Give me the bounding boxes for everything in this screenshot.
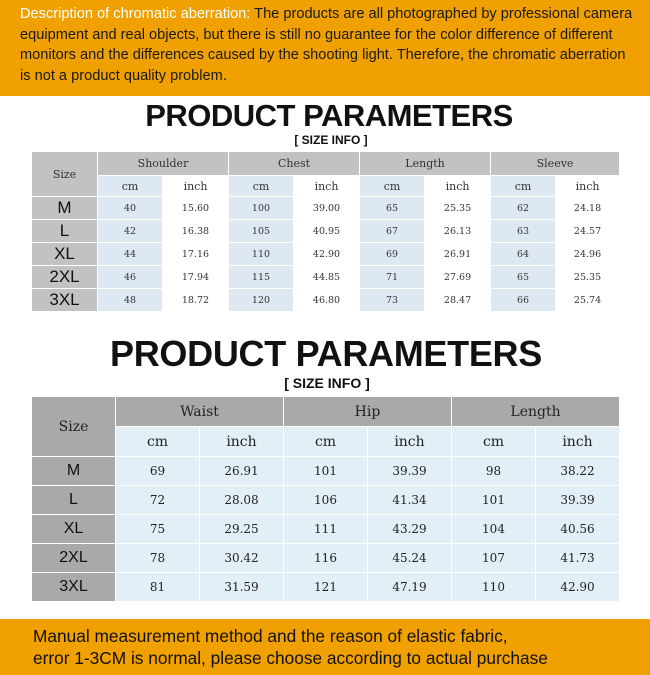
- sleeve-inch: 25.74: [556, 289, 620, 312]
- length-inch: 38.22: [536, 457, 620, 486]
- sleeve-cm: 63: [491, 220, 556, 243]
- size-header: Size: [32, 397, 116, 457]
- length-cm: 73: [360, 289, 425, 312]
- size-header: Size: [32, 152, 98, 197]
- group-header-waist: Waist: [116, 397, 284, 427]
- sleeve-cm: 64: [491, 243, 556, 266]
- length-inch: 26.91: [425, 243, 491, 266]
- length-inch: 27.69: [425, 266, 491, 289]
- table-row: [32, 457, 620, 486]
- unit-cm: cm: [491, 176, 556, 197]
- chest-cm: 115: [229, 266, 294, 289]
- table-row: [32, 544, 620, 573]
- hip-cm: 106: [284, 486, 368, 515]
- length-cm: 71: [360, 266, 425, 289]
- table2-subtitle: [ SIZE INFO ]: [284, 375, 370, 391]
- waist-inch: 28.08: [200, 486, 284, 515]
- unit-inch: inch: [368, 427, 452, 457]
- group-header-hip: Hip: [284, 397, 452, 427]
- measurement-notice-line1: Manual measurement method and the reason of elastic fabric,: [33, 626, 508, 646]
- table-row: [32, 289, 620, 312]
- table1-title: PRODUCT PARAMETERS: [145, 98, 513, 133]
- chest-inch: 46.80: [294, 289, 360, 312]
- table-row: [32, 573, 620, 602]
- unit-inch: inch: [294, 176, 360, 197]
- hip-inch: 45.24: [368, 544, 452, 573]
- size-label: XL: [32, 515, 116, 544]
- unit-inch: inch: [536, 427, 620, 457]
- table1-subtitle: [ SIZE INFO ]: [294, 133, 368, 147]
- chest-inch: 40.95: [294, 220, 360, 243]
- hip-inch: 39.39: [368, 457, 452, 486]
- waist-inch: 26.91: [200, 457, 284, 486]
- measurement-notice-line2: error 1-3CM is normal, please choose according to actual purchase: [33, 647, 548, 668]
- shoulder-cm: 46: [98, 266, 163, 289]
- chest-cm: 105: [229, 220, 294, 243]
- notice-body: The products are all photographed by professional camera equipment and real objects, but there is still no guarantee for the color difference of different monitors and the differences caused by the shooting light. Therefore, the chromatic aberration is not a product quality problem.: [20, 6, 633, 84]
- table-row: [32, 220, 620, 243]
- top-size-table: [31, 151, 620, 312]
- unit-cm: cm: [229, 176, 294, 197]
- chest-inch: 39.00: [294, 197, 360, 220]
- group-header-shoulder: Shoulder: [98, 152, 229, 176]
- waist-inch: 30.42: [200, 544, 284, 573]
- sleeve-inch: 24.57: [556, 220, 620, 243]
- length-cm: 69: [360, 243, 425, 266]
- shoulder-inch: 17.16: [163, 243, 229, 266]
- size-label: 2XL: [32, 266, 98, 289]
- sleeve-cm: 62: [491, 197, 556, 220]
- sleeve-cm: 66: [491, 289, 556, 312]
- group-header-sleeve: Sleeve: [491, 152, 620, 176]
- waist-inch: 29.25: [200, 515, 284, 544]
- group-header-length: Length: [452, 397, 620, 427]
- hip-inch: 43.29: [368, 515, 452, 544]
- length-cm: 107: [452, 544, 536, 573]
- table-header-row: [32, 397, 620, 427]
- waist-cm: 72: [116, 486, 200, 515]
- notice-lead: Description of chromatic aberration:: [20, 6, 251, 22]
- length-inch: 40.56: [536, 515, 620, 544]
- hip-cm: 116: [284, 544, 368, 573]
- hip-inch: 47.19: [368, 573, 452, 602]
- unit-cm: cm: [284, 427, 368, 457]
- length-cm: 101: [452, 486, 536, 515]
- unit-cm: cm: [116, 427, 200, 457]
- size-label: XL: [32, 243, 98, 266]
- length-inch: 41.73: [536, 544, 620, 573]
- unit-cm: cm: [98, 176, 163, 197]
- size-label: M: [32, 197, 98, 220]
- hip-inch: 41.34: [368, 486, 452, 515]
- length-cm: 65: [360, 197, 425, 220]
- size-label: 3XL: [32, 289, 98, 312]
- waist-cm: 69: [116, 457, 200, 486]
- group-header-length: Length: [360, 152, 491, 176]
- shoulder-inch: 15.60: [163, 197, 229, 220]
- table-row: [32, 266, 620, 289]
- length-inch: 42.90: [536, 573, 620, 602]
- measurement-notice: [0, 619, 650, 675]
- shoulder-cm: 40: [98, 197, 163, 220]
- group-header-chest: Chest: [229, 152, 360, 176]
- table-unit-row: [32, 176, 620, 197]
- bottom-size-table: [31, 396, 620, 602]
- length-inch: 39.39: [536, 486, 620, 515]
- size-label: 2XL: [32, 544, 116, 573]
- table-row: [32, 486, 620, 515]
- unit-inch: inch: [425, 176, 491, 197]
- chest-inch: 44.85: [294, 266, 360, 289]
- length-inch: 28.47: [425, 289, 491, 312]
- table-row: [32, 515, 620, 544]
- length-inch: 26.13: [425, 220, 491, 243]
- unit-cm: cm: [360, 176, 425, 197]
- hip-cm: 111: [284, 515, 368, 544]
- unit-inch: inch: [163, 176, 229, 197]
- shoulder-cm: 48: [98, 289, 163, 312]
- table-row: [32, 197, 620, 220]
- waist-cm: 81: [116, 573, 200, 602]
- shoulder-inch: 17.94: [163, 266, 229, 289]
- shoulder-inch: 18.72: [163, 289, 229, 312]
- size-label: L: [32, 220, 98, 243]
- length-cm: 67: [360, 220, 425, 243]
- chest-inch: 42.90: [294, 243, 360, 266]
- table-header-row: [32, 152, 620, 176]
- sleeve-inch: 24.18: [556, 197, 620, 220]
- unit-inch: inch: [556, 176, 620, 197]
- waist-inch: 31.59: [200, 573, 284, 602]
- table-unit-row: [32, 427, 620, 457]
- shoulder-cm: 44: [98, 243, 163, 266]
- length-cm: 110: [452, 573, 536, 602]
- table-row: [32, 243, 620, 266]
- size-label: M: [32, 457, 116, 486]
- sleeve-inch: 24.96: [556, 243, 620, 266]
- chest-cm: 110: [229, 243, 294, 266]
- length-inch: 25.35: [425, 197, 491, 220]
- sleeve-cm: 65: [491, 266, 556, 289]
- chest-cm: 100: [229, 197, 294, 220]
- size-label: 3XL: [32, 573, 116, 602]
- length-cm: 98: [452, 457, 536, 486]
- chromatic-aberration-notice: [0, 0, 650, 96]
- size-label: L: [32, 486, 116, 515]
- shoulder-inch: 16.38: [163, 220, 229, 243]
- table2-title: PRODUCT PARAMETERS: [110, 333, 542, 374]
- shoulder-cm: 42: [98, 220, 163, 243]
- hip-cm: 121: [284, 573, 368, 602]
- hip-cm: 101: [284, 457, 368, 486]
- unit-inch: inch: [200, 427, 284, 457]
- waist-cm: 75: [116, 515, 200, 544]
- length-cm: 104: [452, 515, 536, 544]
- waist-cm: 78: [116, 544, 200, 573]
- chest-cm: 120: [229, 289, 294, 312]
- unit-cm: cm: [452, 427, 536, 457]
- sleeve-inch: 25.35: [556, 266, 620, 289]
